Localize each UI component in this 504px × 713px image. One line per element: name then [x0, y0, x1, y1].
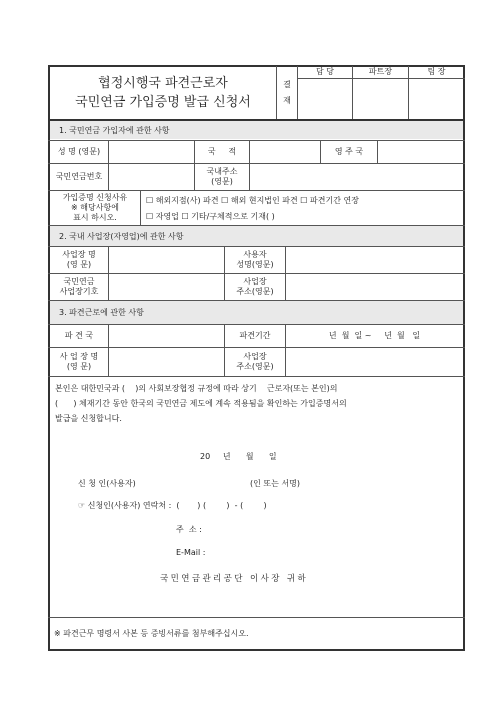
domestic-address-field[interactable]	[250, 164, 463, 190]
pension-no-label: 국민연금번호	[55, 172, 103, 181]
address-label: 주 소 :	[176, 525, 202, 534]
biz-address-label: 사업장 주소(영문)	[236, 277, 274, 296]
approval-sign-part-leader[interactable]	[353, 79, 408, 119]
pension-no-field[interactable]	[109, 164, 194, 190]
residence-label: 영 주 국	[334, 147, 364, 156]
form-title-line2: 국민연금 가입증명 발급 신청서	[75, 95, 251, 110]
approval-sign-staff[interactable]	[298, 79, 352, 119]
section1-heading: 1. 국민연금 가입자에 관한 사항	[59, 125, 170, 135]
domestic-address-label: 국내주소 (영문)	[206, 167, 238, 186]
biz-name-field[interactable]	[109, 247, 224, 273]
reason-options-line2[interactable]: ☐ 자영업 ☐ 기타/구체적으로 기재( )	[146, 212, 275, 221]
country-field[interactable]	[109, 325, 224, 347]
sign-note[interactable]: (인 또는 서명)	[250, 479, 300, 488]
name-label: 성 명 (영문)	[57, 147, 101, 156]
employer-name-label: 사용자 성명(영문)	[236, 250, 274, 269]
site-name-field[interactable]	[109, 348, 224, 376]
approval-col-staff: 담 당	[316, 67, 334, 76]
biz-address-field[interactable]	[286, 274, 463, 300]
footer-note: ※ 파견근무 명령서 사본 등 증빙서류를 첨부해주십시오.	[54, 629, 249, 638]
date-line[interactable]: 20 년 월 일	[200, 452, 277, 461]
reason-label: 가입증명 신청사유 ※ 해당사항에 표시 하시오.	[62, 193, 128, 222]
form-title-line1: 협정시행국 파견근로자	[98, 75, 228, 91]
applicant-label: 신 청 인(사용자)	[78, 479, 136, 488]
approval-col-part-leader: 파트장	[368, 67, 393, 76]
contact-line[interactable]: ☞ 신청인(사용자) 연락처 : ( ) ( ) - ( )	[78, 501, 267, 510]
country-label: 파 견 국	[64, 331, 94, 340]
approval-sign-team-leader[interactable]	[409, 79, 464, 119]
period-label: 파견기간	[239, 331, 271, 340]
residence-field[interactable]	[378, 141, 463, 163]
employer-name-field[interactable]	[286, 247, 463, 273]
section2-heading: 2. 국내 사업장(자영업)에 관한 사항	[59, 231, 184, 241]
site-address-field[interactable]	[286, 348, 463, 376]
biz-name-label: 사업장 명 (영 문)	[62, 250, 96, 269]
biz-no-field[interactable]	[109, 274, 224, 300]
email-field[interactable]	[215, 544, 415, 558]
approval-label	[277, 67, 297, 119]
biz-no-label: 국민연금 사업장기호	[59, 277, 99, 296]
site-name-label: 사 업 장 명 (영 문)	[59, 352, 99, 371]
recipient: 국민연금관리공단 이사장 귀하	[160, 574, 309, 584]
section3-heading: 3. 파견근로에 관한 사항	[59, 308, 144, 317]
address-field[interactable]	[215, 520, 415, 534]
approval-label-1: 결	[283, 80, 291, 89]
approval-col-team-leader: 팀 장	[427, 67, 446, 76]
declaration-line2: ( ) 체재기간 동안 한국의 국민연금 제도에 계속 적용됨을 확인하는 가입증명서의	[55, 399, 347, 408]
email-label: E-Mail :	[176, 548, 206, 557]
site-address-label: 사업장 주소(영문)	[236, 352, 274, 371]
nationality-label: 국 적	[207, 147, 237, 156]
reason-options-line1[interactable]: ☐ 해외지점(사) 파견 ☐ 해외 현지법인 파견 ☐ 파견기간 연장	[146, 196, 359, 205]
declaration-line3: 발급을 신청합니다.	[55, 414, 122, 423]
name-field[interactable]	[109, 141, 194, 163]
nationality-field[interactable]	[250, 141, 320, 163]
form-title	[50, 67, 276, 119]
period-field[interactable]: 년 월 일 ~ 년 월 일	[328, 331, 421, 340]
approval-label-2: 재	[283, 96, 291, 105]
declaration-line1: 본인은 대한민국과 ( )의 사회보장협정 규정에 따라 상기 근로자(또는 본인)의	[55, 384, 338, 393]
